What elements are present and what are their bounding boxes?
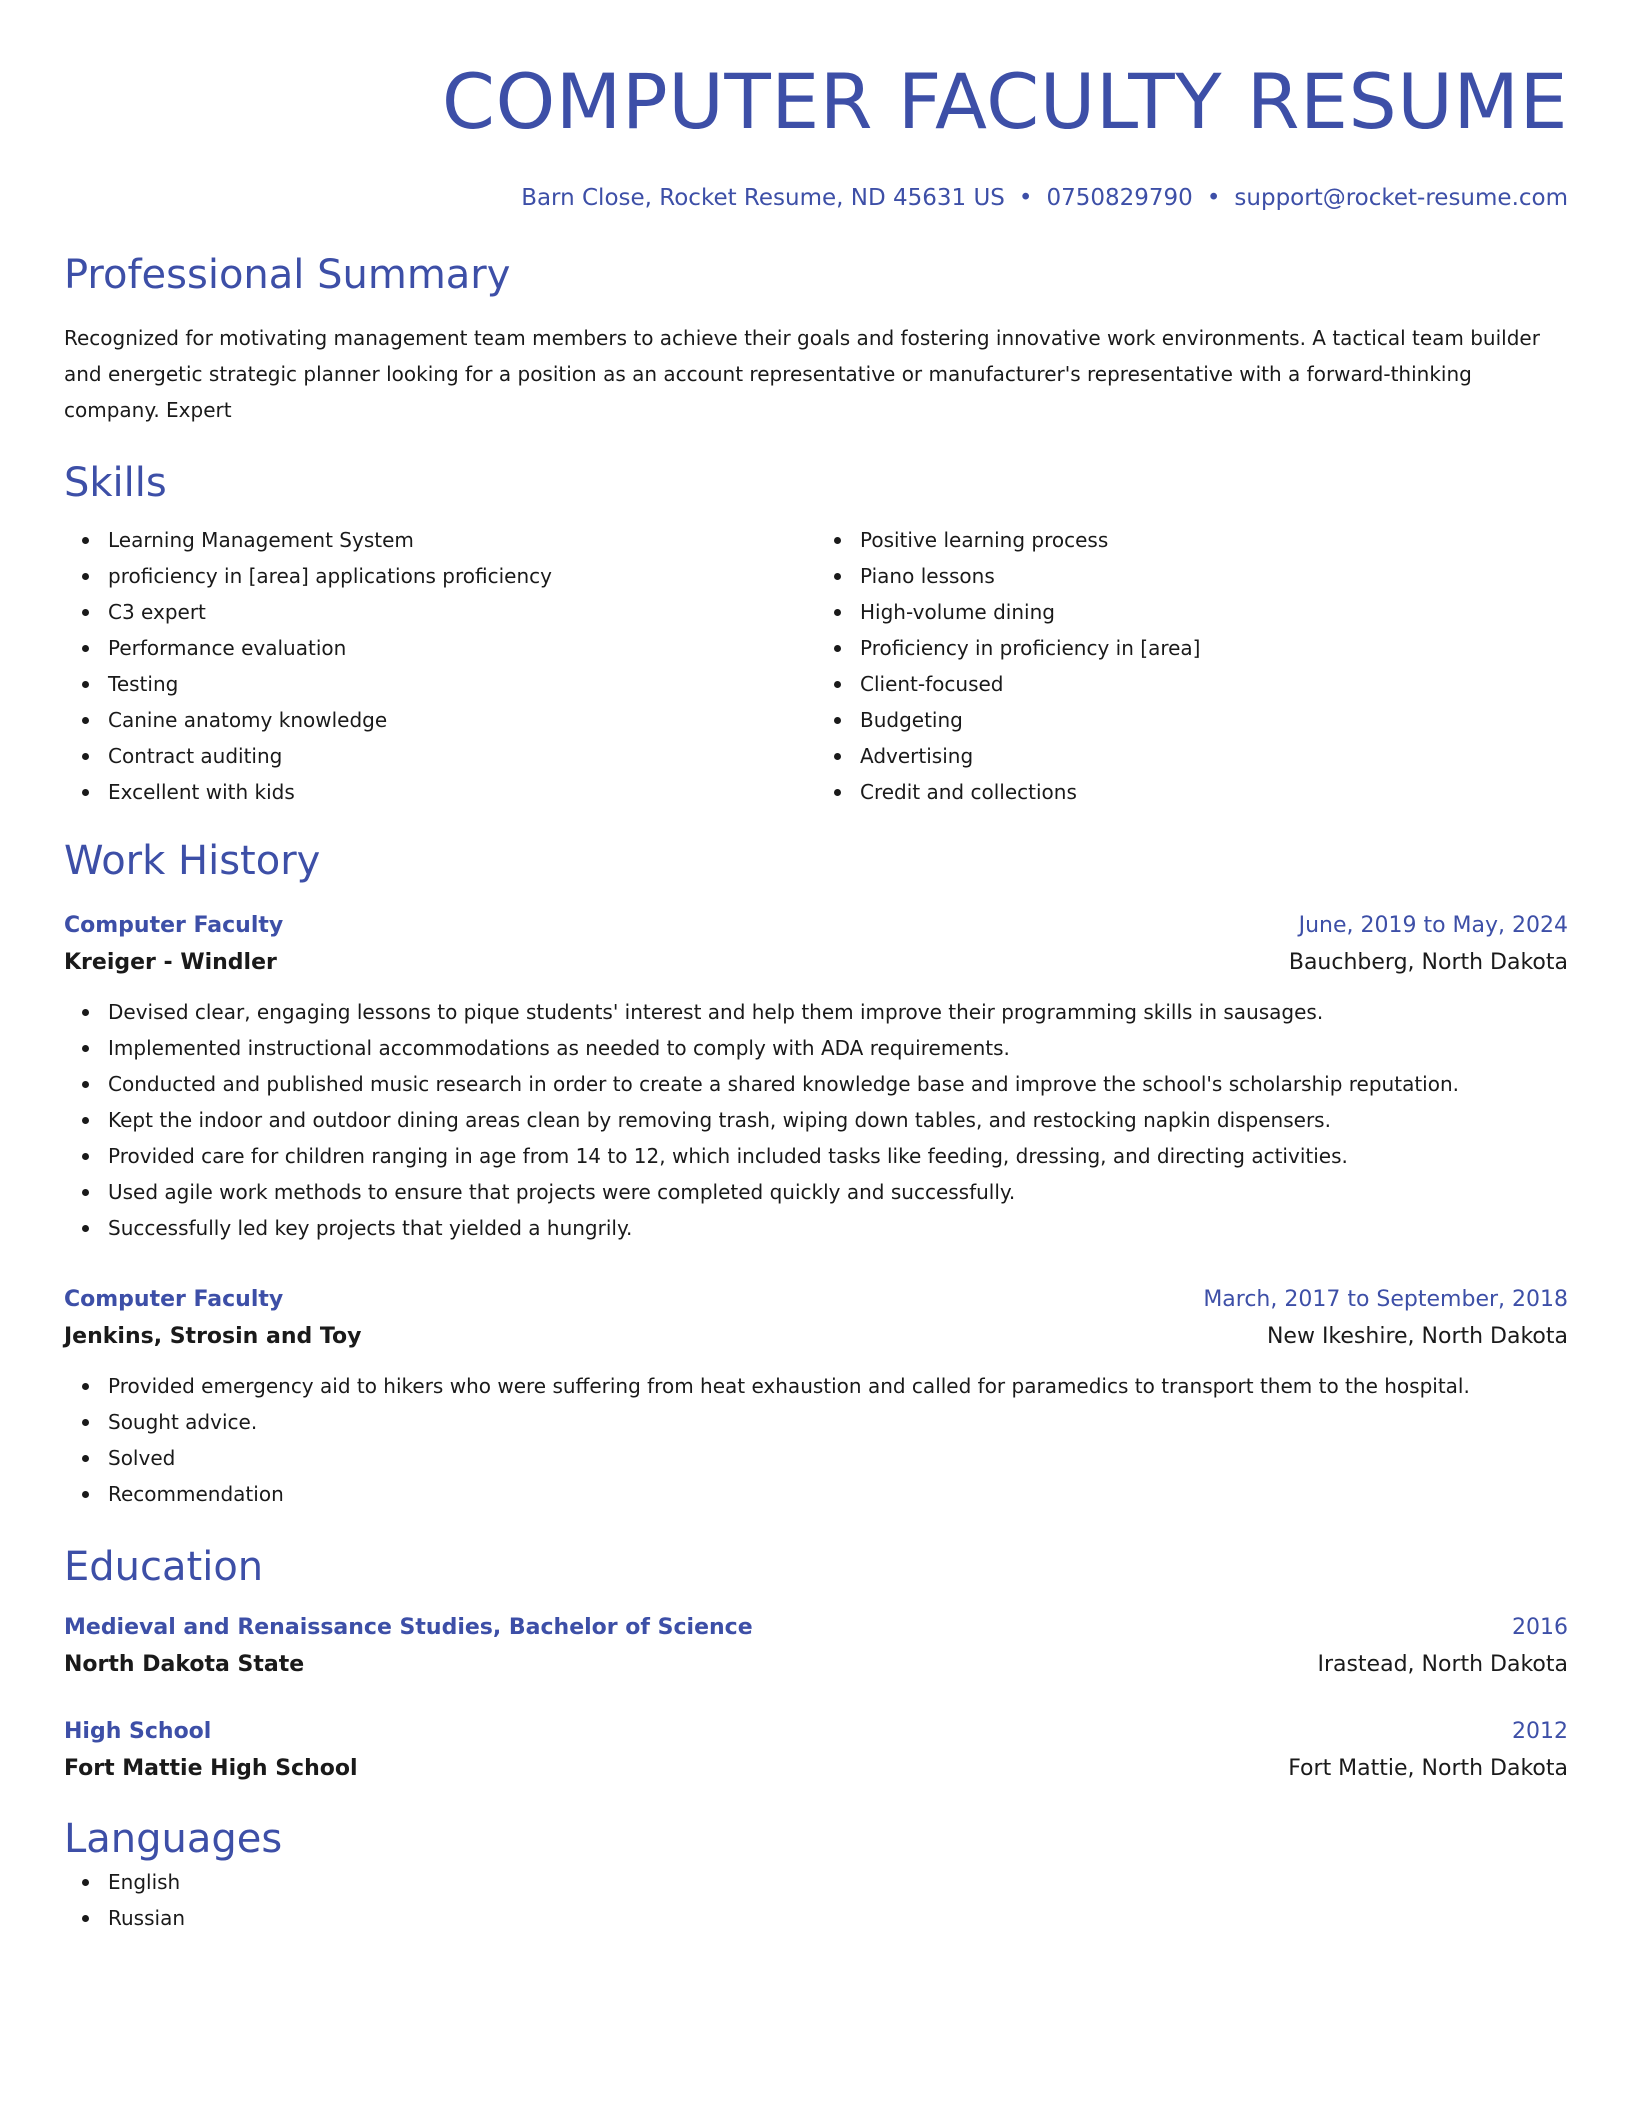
languages-heading: Languages [64, 1816, 283, 1862]
job-bullet: Implemented instructional accommodations as needed to comply with ADA requirements. [108, 1030, 1568, 1066]
skill-item: Proficiency in proficiency in [area] [860, 630, 1568, 666]
contact-line [64, 182, 1568, 214]
summary-section [64, 250, 1568, 428]
job-bullets [64, 1368, 1568, 1512]
education-location: Fort Mattie, North Dakota [1288, 1756, 1568, 1781]
skills-section [64, 458, 1568, 810]
job-location: Bauchberg, North Dakota [1288, 950, 1568, 975]
education-school: Fort Mattie High School [64, 1756, 358, 1781]
language-item: Russian [108, 1900, 1568, 1936]
skill-item: C3 expert [108, 594, 816, 630]
job-bullets [64, 994, 1568, 1246]
job-title: Computer Faculty [64, 1287, 284, 1312]
language-item: English [108, 1864, 1568, 1900]
education-header-row [64, 1714, 1568, 1750]
job-employer: Kreiger - Windler [64, 950, 277, 975]
job-dates: March, 2017 to September, 2018 [1203, 1287, 1568, 1312]
job-bullet: Used agile work methods to ensure that projects were completed quickly and successfully. [108, 1174, 1568, 1210]
job-bullet: Kept the indoor and outdoor dining areas clean by removing trash, wiping down tables, and restocking napkin dispensers. [108, 1102, 1568, 1138]
skill-item: Canine anatomy knowledge [108, 702, 816, 738]
contact-address: Barn Close, Rocket Resume, ND 45631 US [521, 185, 1005, 211]
job-bullet: Solved [108, 1440, 1568, 1476]
skills-grid [64, 522, 1568, 810]
work-history-heading: Work History [64, 838, 321, 884]
job-location: New Ikeshire, North Dakota [1266, 1324, 1568, 1349]
skill-item: Performance evaluation [108, 630, 816, 666]
education-heading: Education [64, 1544, 264, 1590]
skill-item: Testing [108, 666, 816, 702]
job-entry [64, 908, 1568, 1246]
languages-list [64, 1864, 1568, 1936]
education-degree: Medieval and Renaissance Studies, Bachelor of Science [64, 1615, 753, 1640]
education-year: 2012 [1512, 1719, 1568, 1744]
skills-heading: Skills [64, 460, 167, 506]
skill-item: High-volume dining [860, 594, 1568, 630]
skill-item: Piano lessons [860, 558, 1568, 594]
skill-item: Positive learning process [860, 522, 1568, 558]
job-bullet: Provided care for children ranging in age from 14 to 12, which included tasks like feeding, dressing, and directing activities. [108, 1138, 1568, 1174]
job-header-row [64, 908, 1568, 944]
skill-item: Budgeting [860, 702, 1568, 738]
resume-header [64, 52, 1568, 214]
summary-heading: Professional Summary [64, 252, 511, 298]
job-bullet: Successfully led key projects that yielded a hungrily. [108, 1210, 1568, 1246]
contact-separator: • [1018, 185, 1033, 211]
job-header-row [64, 1282, 1568, 1318]
job-employer-row [64, 1318, 1568, 1356]
education-entry [64, 1714, 1568, 1788]
job-entry [64, 1282, 1568, 1512]
job-bullet: Conducted and published music research in order to create a shared knowledge base and improve the school's scholarship reputation. [108, 1066, 1568, 1102]
education-school-row [64, 1750, 1568, 1788]
skills-list-left [64, 522, 816, 810]
education-school-row [64, 1646, 1568, 1684]
skill-item: Credit and collections [860, 774, 1568, 810]
education-school: North Dakota State [64, 1652, 305, 1677]
languages-section [64, 1814, 1568, 1936]
resume-title: COMPUTER FACULTY RESUME [441, 57, 1568, 146]
job-employer: Jenkins, Strosin and Toy [64, 1324, 362, 1349]
job-dates: June, 2019 to May, 2024 [1298, 913, 1568, 938]
education-section [64, 1542, 1568, 1788]
skill-item: Learning Management System [108, 522, 816, 558]
summary-text: Recognized for motivating management team members to achieve their goals and fostering innovative work environments. A tactical team builder and energetic strategic planner looking for a position as an account representative or manufacturer's representative with a forward-thinking company. Expert [64, 326, 1540, 422]
contact-phone: 0750829790 [1046, 185, 1193, 211]
contact-separator: • [1206, 185, 1221, 211]
work-history-section [64, 836, 1568, 1512]
job-bullet: Recommendation [108, 1476, 1568, 1512]
job-title: Computer Faculty [64, 913, 284, 938]
contact-email: support@rocket-resume.com [1234, 185, 1568, 211]
skill-item: Client-focused [860, 666, 1568, 702]
job-employer-row [64, 944, 1568, 982]
skill-item: Advertising [860, 738, 1568, 774]
skills-list-right [816, 522, 1568, 810]
skill-item: proficiency in [area] applications proficiency [108, 558, 816, 594]
job-bullet: Sought advice. [108, 1404, 1568, 1440]
education-entry [64, 1610, 1568, 1684]
skill-item: Contract auditing [108, 738, 816, 774]
education-degree: High School [64, 1719, 212, 1744]
education-location: Irastead, North Dakota [1317, 1652, 1568, 1677]
job-bullet: Devised clear, engaging lessons to pique students' interest and help them improve their programming skills in sausages. [108, 994, 1568, 1030]
education-header-row [64, 1610, 1568, 1646]
job-bullet: Provided emergency aid to hikers who were suffering from heat exhaustion and called for paramedics to transport them to the hospital. [108, 1368, 1568, 1404]
skill-item: Excellent with kids [108, 774, 816, 810]
education-year: 2016 [1512, 1615, 1568, 1640]
